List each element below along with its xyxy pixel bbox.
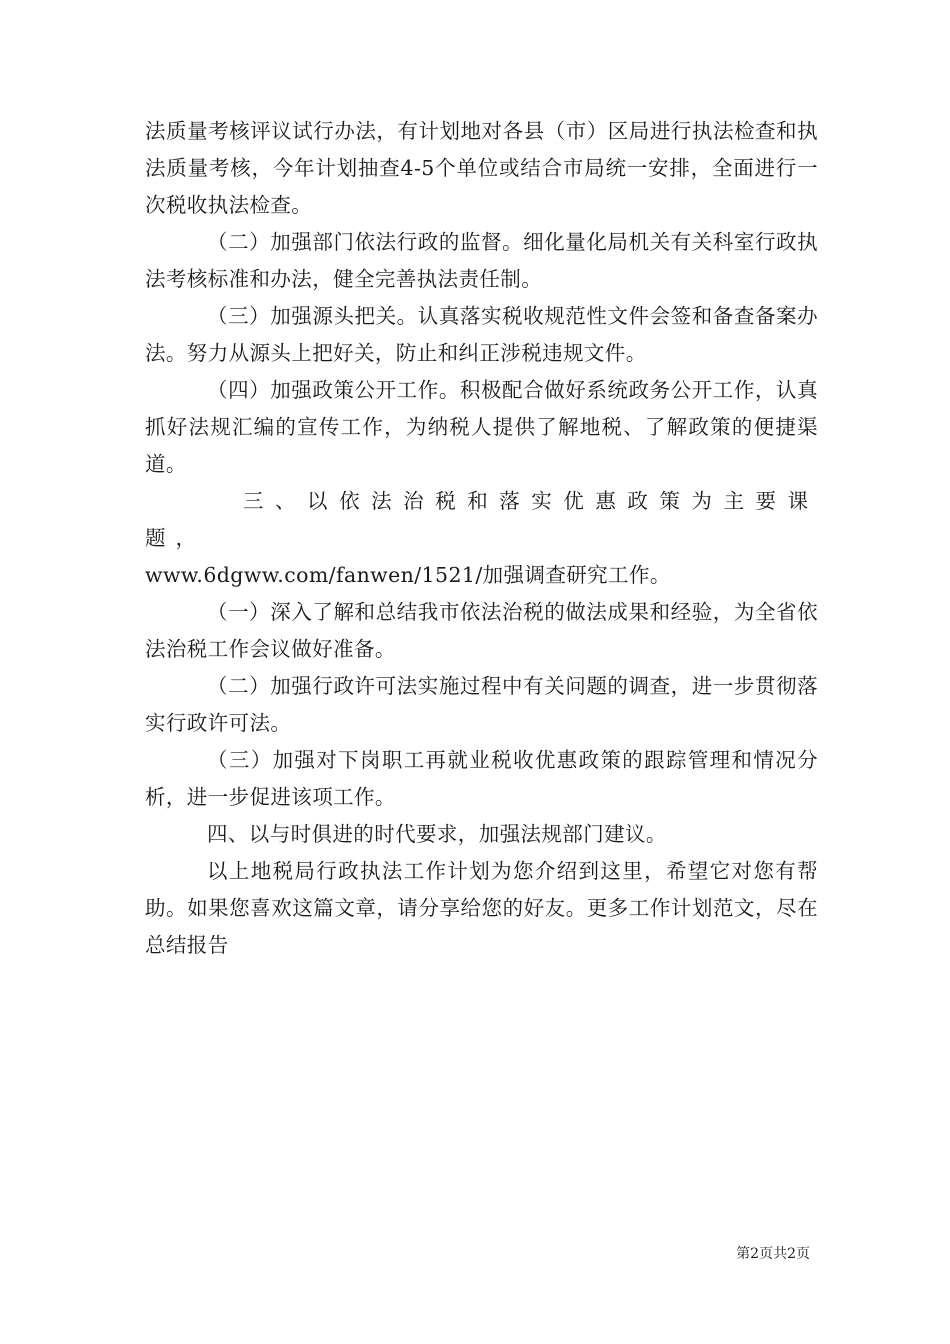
paragraph-section-2-4: （四）加强政策公开工作。积极配合做好系统政务公开工作，认真抓好法规汇编的宣传工作，为纳税人提供了解地税、了解政策的便捷渠道。 bbox=[145, 378, 818, 476]
paragraph-section-2-2: （二）加强部门依法行政的监督。细化量化局机关有关科室行政执法考核标准和办法，健全完善执法责任制。 bbox=[145, 230, 818, 291]
document-body bbox=[145, 113, 818, 964]
heading-section-4: 四、以与时俱进的时代要求，加强法规部门建议。 bbox=[207, 822, 667, 846]
paragraph-continuation: 法质量考核评议试行办法，有计划地对各县（市）区局进行执法检查和执法质量考核，今年计划抽查4-5个单位或结合市局统一安排，全面进行一次税收执法检查。 bbox=[145, 119, 818, 217]
heading-section-3: 三、以依法治税和落实优惠政策为主要课题， bbox=[145, 489, 818, 550]
paragraph-section-3-url-line: www.6dgww.com/fanwen/1521/加强调查研究工作。 bbox=[145, 563, 671, 587]
page-number-footer: 第2页共2页 bbox=[736, 1246, 810, 1262]
paragraph-section-3-3: （三）加强对下岗职工再就业税收优惠政策的跟踪管理和情况分析，进一步促进该项工作。 bbox=[145, 748, 818, 809]
paragraph-closing: 以上地税局行政执法工作计划为您介绍到这里，希望它对您有帮助。如果您喜欢这篇文章，请分享给您的好友。更多工作计划范文，尽在总结报告 bbox=[145, 859, 818, 957]
paragraph-section-3-1: （一）深入了解和总结我市依法治税的做法成果和经验，为全省依法治税工作会议做好准备。 bbox=[145, 600, 818, 661]
paragraph-section-2-3: （三）加强源头把关。认真落实税收规范性文件会签和备查备案办法。努力从源头上把好关，防止和纠正涉税违规文件。 bbox=[145, 304, 818, 365]
paragraph-section-3-2: （二）加强行政许可法实施过程中有关问题的调查，进一步贯彻落实行政许可法。 bbox=[145, 674, 818, 735]
